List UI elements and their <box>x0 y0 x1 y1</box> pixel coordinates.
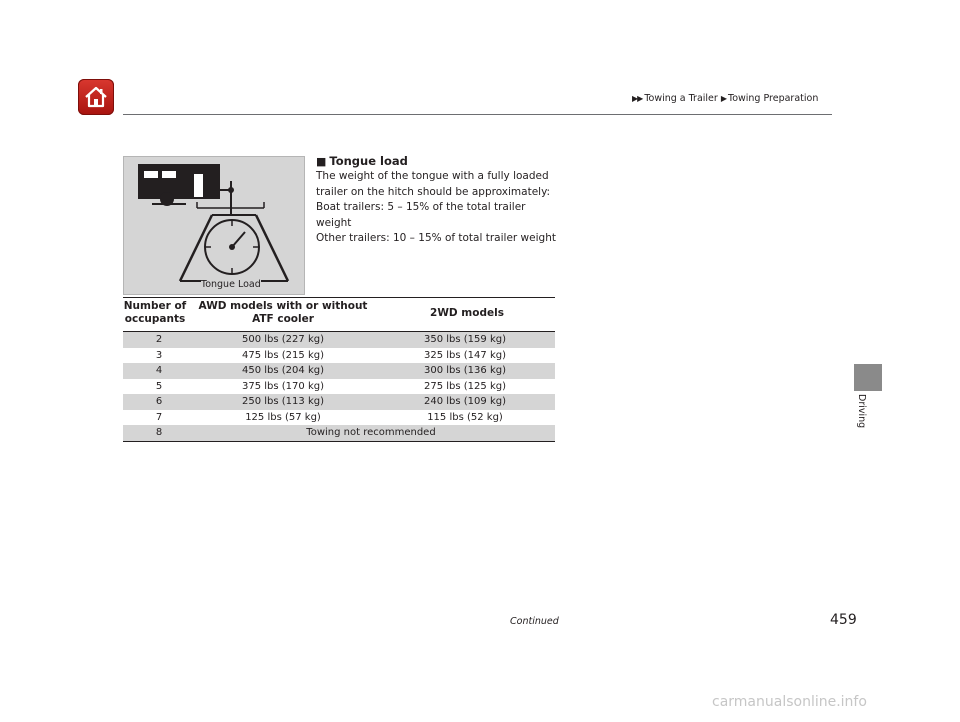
table-row <box>123 379 555 395</box>
header-rule <box>123 114 832 115</box>
tongue-load-figure <box>123 156 305 295</box>
figure-caption: Tongue Load <box>201 279 261 290</box>
cell-occupants: 7 <box>155 411 163 423</box>
body-line: Other trailers: 10 – 15% of total trailer weight <box>316 232 556 244</box>
table-row <box>123 394 555 410</box>
watermark: carmanualsonline.info <box>712 694 867 710</box>
cell-occupants: 2 <box>155 334 163 345</box>
cell-2wd: 350 lbs (159 kg) <box>424 334 506 345</box>
header-2wd: 2WD models <box>430 307 504 319</box>
header-occupants: Number of occupants <box>123 300 187 325</box>
home-button[interactable] <box>78 79 114 115</box>
breadcrumb-arrow-icon: ▶▶ <box>632 94 643 103</box>
section-heading: ■ Tongue load <box>316 154 408 168</box>
table-row <box>123 410 555 426</box>
header-awd: AWD models with or without ATF cooler <box>198 300 368 325</box>
square-bullet-icon: ■ <box>316 155 327 168</box>
cell-2wd: 300 lbs (136 kg) <box>424 365 506 376</box>
cell-note: Towing not recommended <box>306 427 436 438</box>
cell-awd: 375 lbs (170 kg) <box>242 380 324 392</box>
cell-occupants: 4 <box>155 365 163 376</box>
cell-occupants: 5 <box>155 380 163 392</box>
chapter-label[interactable]: Driving <box>856 394 867 429</box>
breadcrumb <box>632 93 818 104</box>
trailer-scale-illustration <box>124 157 304 294</box>
table-row <box>123 348 555 364</box>
page-number: 459 <box>830 612 857 628</box>
table-row <box>123 425 555 442</box>
cell-occupants: 3 <box>155 349 163 361</box>
chapter-tab[interactable] <box>854 364 882 391</box>
table-row <box>123 332 555 348</box>
cell-awd: 450 lbs (204 kg) <box>242 365 324 376</box>
cell-occupants: 8 <box>155 427 163 438</box>
cell-awd: 500 lbs (227 kg) <box>242 334 324 345</box>
cell-awd: 475 lbs (215 kg) <box>242 349 324 361</box>
breadcrumb-item[interactable]: Towing a Trailer <box>644 93 718 104</box>
cell-2wd: 275 lbs (125 kg) <box>424 380 506 392</box>
body-line: Boat trailers: 5 – 15% of the total trailer <box>316 201 526 213</box>
table-row <box>123 363 555 379</box>
cell-occupants: 6 <box>155 396 163 407</box>
home-icon <box>83 84 109 110</box>
cell-2wd: 115 lbs (52 kg) <box>427 411 503 423</box>
cell-awd: 125 lbs (57 kg) <box>245 411 321 423</box>
table-header <box>123 297 555 332</box>
body-line: trailer on the hitch should be approximately: <box>316 185 551 198</box>
tongue-load-table <box>123 297 555 442</box>
cell-2wd: 325 lbs (147 kg) <box>424 349 506 361</box>
section-body <box>316 169 566 247</box>
body-line: The weight of the tongue with a fully loaded <box>316 170 549 182</box>
body-line: weight <box>316 216 352 229</box>
cell-2wd: 240 lbs (109 kg) <box>424 396 506 407</box>
continued-label: Continued <box>510 616 559 627</box>
breadcrumb-item[interactable]: Towing Preparation <box>728 93 819 104</box>
breadcrumb-arrow-icon: ▶ <box>720 94 726 103</box>
cell-awd: 250 lbs (113 kg) <box>242 396 324 407</box>
